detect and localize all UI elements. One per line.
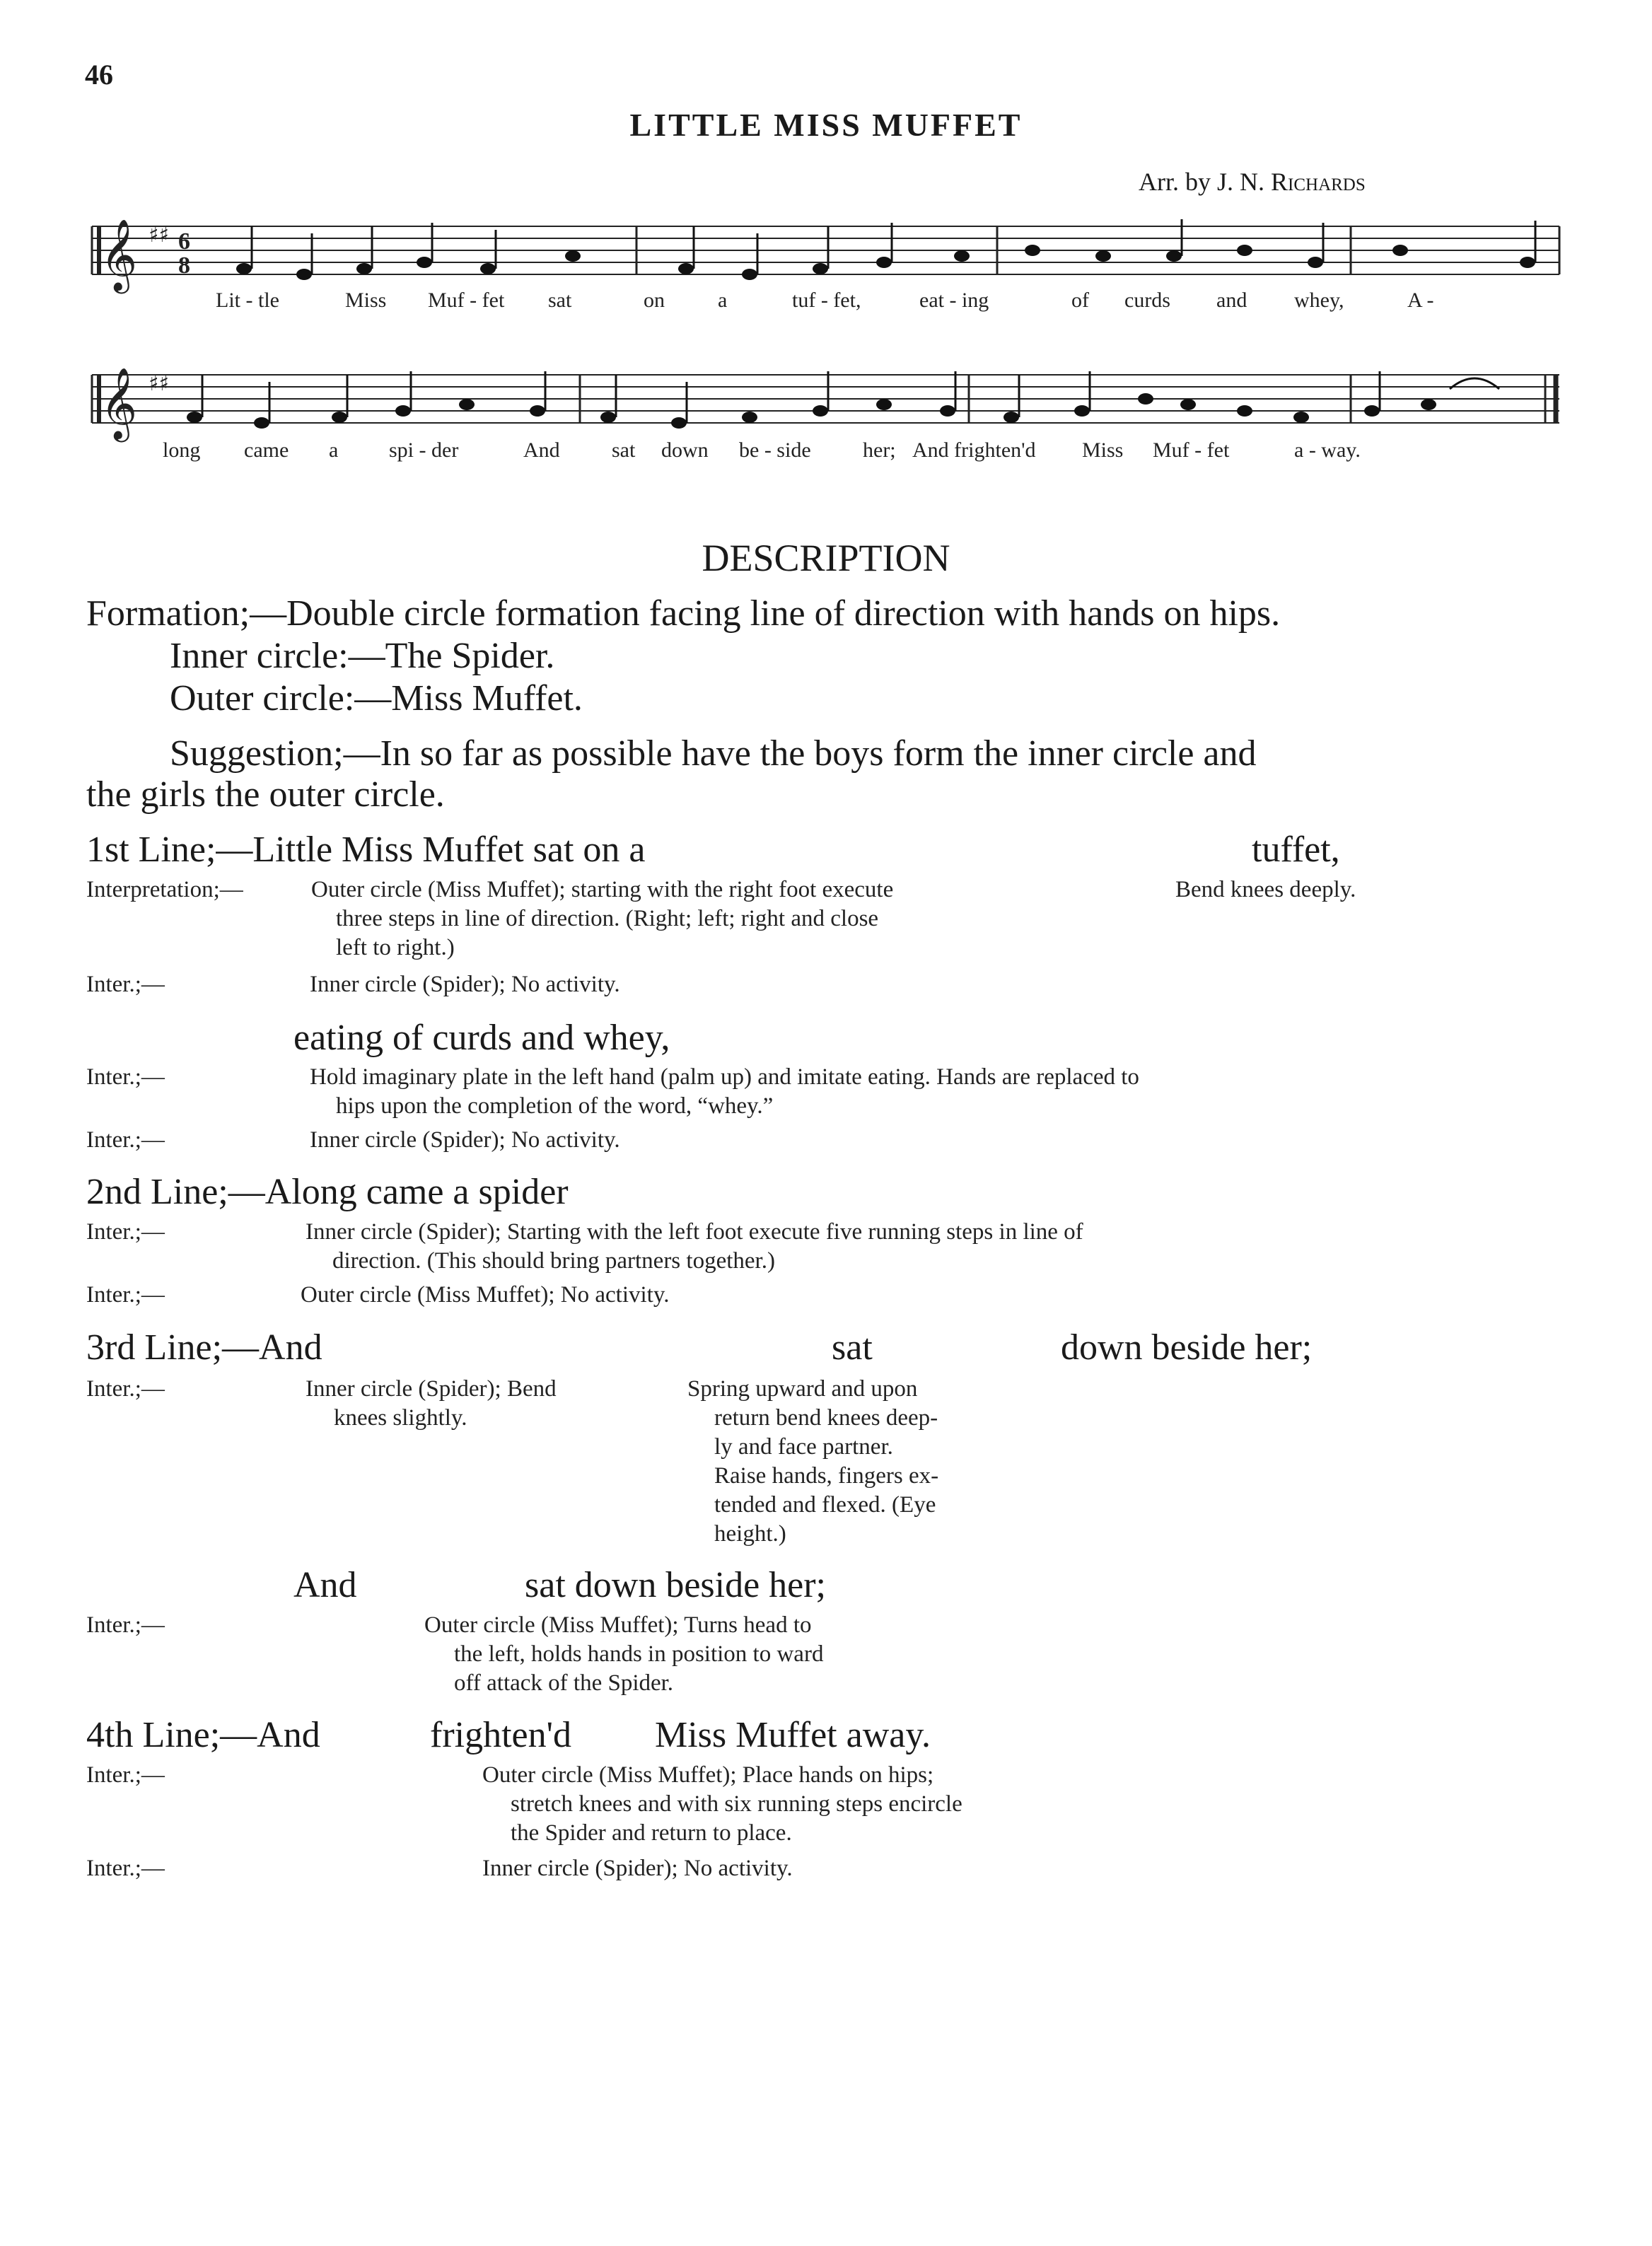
inter-label: Inter.;—	[86, 1376, 165, 1402]
time-signature-icon: 6	[178, 228, 190, 255]
lyric-syllable: spi - der	[389, 438, 459, 462]
inter-label: Inter.;—	[86, 1127, 165, 1153]
suggestion-text: Suggestion;—In so far as possible have the boys form the inner circle and	[170, 733, 1257, 774]
inter-text: Outer circle (Miss Muffet); Turns head to	[424, 1612, 812, 1638]
inter-label: Inter.;—	[86, 1064, 165, 1090]
svg-text:8: 8	[178, 252, 190, 279]
line4-heading: 4th Line;—And	[86, 1715, 320, 1755]
song-title: LITTLE MISS MUFFET	[629, 107, 1023, 143]
lyric-syllable: long	[163, 438, 201, 462]
lyric-syllable: be - side	[739, 438, 811, 462]
inter-text-column: height.)	[714, 1521, 786, 1547]
line3-sub-and: And	[293, 1565, 357, 1605]
arranger-name: Richards	[1271, 168, 1366, 196]
inter-text-column: tended and flexed. (Eye	[714, 1492, 936, 1518]
key-signature-icon: ♯♯	[149, 371, 170, 396]
line4-heading-word: frighten'd	[430, 1715, 571, 1755]
inter-label: Inter.;—	[86, 972, 165, 997]
interpretation-label: Interpretation;—	[86, 877, 243, 902]
lyric-syllable: a	[718, 289, 728, 312]
description-heading: DESCRIPTION	[702, 537, 950, 579]
lyric-syllable: curds	[1124, 289, 1170, 312]
suggestion-text-continued: the girls the outer circle.	[86, 774, 445, 815]
inter-text: Inner circle (Spider); No activity.	[482, 1856, 793, 1881]
page-number: 46	[85, 59, 113, 91]
formation-text: Formation;—Double circle formation facing line of direction with hands on hips.	[86, 593, 1281, 634]
line4-heading-rest: Miss Muffet away.	[655, 1715, 931, 1755]
inter-text-column: Spring upward and upon	[687, 1376, 918, 1402]
inter-text: Outer circle (Miss Muffet); Place hands on hips;	[482, 1762, 934, 1788]
inter-text: Inner circle (Spider); Starting with the left foot execute five running steps in line of	[306, 1219, 1083, 1245]
inter-label: Inter.;—	[86, 1856, 165, 1881]
outer-circle-text: Outer circle:—Miss Muffet.	[170, 678, 583, 718]
inter-text: Inner circle (Spider); No activity.	[310, 1127, 620, 1153]
inter-text-column: return bend knees deep-	[714, 1405, 938, 1431]
inter-text: off attack of the Spider.	[454, 1670, 674, 1696]
lyric-syllable: Miss	[1082, 438, 1124, 462]
lyric-syllable: came	[244, 438, 289, 462]
lyric-syllable: And	[523, 438, 560, 462]
music-staff-1	[85, 205, 1570, 297]
line3-sub-rest: sat down beside her;	[525, 1565, 827, 1605]
lyric-syllable: eat - ing	[919, 289, 989, 312]
inter-text: the left, holds hands in position to ward	[454, 1641, 824, 1667]
treble-clef-icon: 𝄞	[100, 366, 138, 439]
lyric-syllable: Muf - fet	[428, 289, 505, 312]
lyric-syllable: sat	[548, 289, 572, 312]
lyric-syllable: Muf - fet	[1153, 438, 1230, 462]
lyric-syllable: And frighten'd	[912, 438, 1036, 462]
line2-heading: 2nd Line;—Along came a spider	[86, 1172, 569, 1212]
inter-text: Hold imaginary plate in the left hand (palm up) and imitate eating. Hands are replaced to	[310, 1064, 1139, 1090]
inter-text-column: ly and face partner.	[714, 1434, 893, 1460]
music-staff-2	[85, 354, 1570, 446]
note-stems	[252, 219, 1535, 274]
line3-heading-sat: sat	[832, 1327, 873, 1368]
interpretation-text: three steps in line of direction. (Right; left; right and close	[336, 906, 879, 931]
interpretation-text: Outer circle (Miss Muffet); starting with the right foot execute	[311, 877, 894, 902]
lyric-syllable: and	[1216, 289, 1247, 312]
lyric-syllable: sat	[612, 438, 636, 462]
interpretation-text: left to right.)	[336, 935, 455, 960]
staff-1-lyrics	[85, 289, 1570, 317]
arranger-prefix: Arr. by J. N.	[1139, 168, 1271, 196]
inter-text-column: Raise hands, fingers ex-	[714, 1463, 939, 1489]
treble-clef-icon: 𝄞	[100, 218, 138, 291]
line3-heading-rest: down beside her;	[1061, 1327, 1313, 1368]
line1-heading-word: tuffet,	[1252, 830, 1340, 870]
inter-text: the Spider and return to place.	[511, 1820, 792, 1846]
inter-text: Inner circle (Spider); Bend	[306, 1376, 557, 1402]
staff-2-lyrics	[85, 438, 1570, 467]
lyric-syllable: her;	[863, 438, 896, 462]
lyric-syllable: of	[1071, 289, 1089, 312]
key-signature-icon: ♯♯	[149, 223, 170, 248]
lyric-syllable: tuf - fet,	[792, 289, 861, 312]
lyric-syllable: Lit - tle	[216, 289, 279, 312]
lyric-syllable: a	[329, 438, 339, 462]
inter-text: Inner circle (Spider); No activity.	[310, 972, 620, 997]
lyric-syllable: Miss	[345, 289, 387, 312]
inner-circle-text: Inner circle:—The Spider.	[170, 636, 555, 676]
lyric-syllable: on	[644, 289, 665, 312]
lyric-syllable: down	[661, 438, 709, 462]
inter-text: direction. (This should bring partners together.)	[332, 1248, 775, 1274]
lyric-syllable: A -	[1407, 289, 1434, 312]
lyric-syllable: whey,	[1294, 289, 1344, 312]
inter-text: Outer circle (Miss Muffet); No activity.	[301, 1282, 670, 1308]
line1-subheading: eating of curds and whey,	[293, 1018, 670, 1058]
inter-label: Inter.;—	[86, 1612, 165, 1638]
interpretation-aside: Bend knees deeply.	[1175, 877, 1356, 902]
inter-text: stretch knees and with six running steps encircle	[511, 1791, 962, 1817]
inter-text: knees slightly.	[334, 1405, 467, 1431]
inter-label: Inter.;—	[86, 1219, 165, 1245]
arranger-credit	[1139, 167, 1366, 197]
inter-label: Inter.;—	[86, 1282, 165, 1308]
inter-text: hips upon the completion of the word, “whey.”	[336, 1093, 774, 1119]
inter-label: Inter.;—	[86, 1762, 165, 1788]
lyric-syllable: a - way.	[1294, 438, 1361, 462]
line3-heading: 3rd Line;—And	[86, 1327, 322, 1368]
line1-heading: 1st Line;—Little Miss Muffet sat on a	[86, 830, 646, 870]
